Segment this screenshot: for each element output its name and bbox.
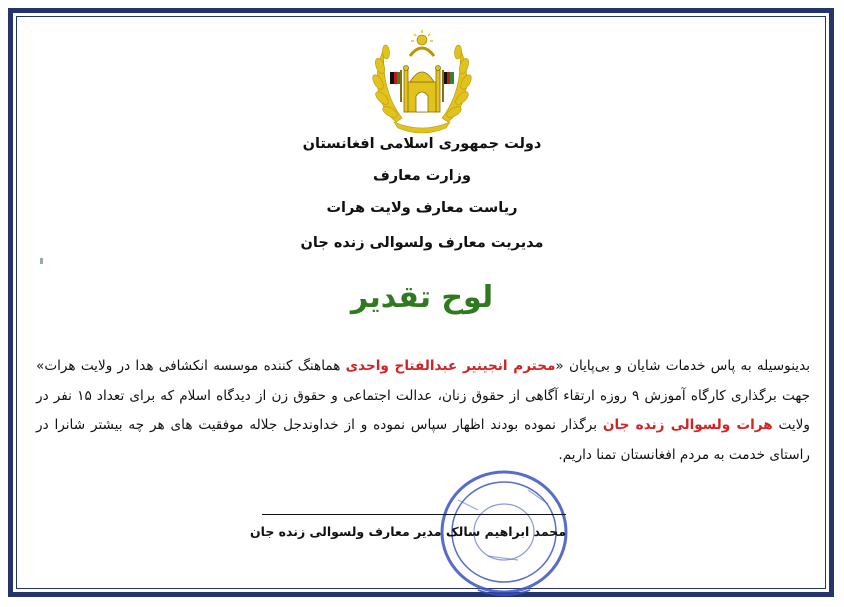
afghanistan-emblem-icon [366,26,478,134]
body-part-2: هماهنگ کننده موسسه انکشافی هدا در ولایت هرات» جهت برگذاری کارگاه آموزش ۹ روزه ارتقاء آگاهی از حقوق زنان، عدالت اجتماعی و حقوق زن از دیدگاه اسلام که برای تعداد ۱۵ نفر در ولایت [36,358,811,433]
certificate-body [36,352,810,470]
header-line-district: مدیریت معارف ولسوالی زنده جان [300,235,544,251]
header-line-government: دولت جمهوری اسلامی افغانستان [302,136,542,152]
header-line-directorate: ریاست معارف ولایت هرات [326,200,518,216]
body-part-3: برگذار نموده بودند اظهار سپاس نموده و از خداوندجل جلاله موفقیت های هر چه بیشتر شانرا در راستای خدمت به مردم افغانستان تمنا داریم. [36,417,810,463]
location-name: هرات ولسوالی زنده جان [602,417,773,433]
header-line-ministry: وزارت معارف [372,168,472,184]
body-part-1: بدینوسیله به پاس خدمات شایان و بی‌پایان « [555,358,810,374]
recipient-name: محترم انجینیر عبدالفتاح واحدی [345,358,556,374]
decorative-mark [40,258,43,264]
signatory-name: محمد ابراهیم سالک مدیر معارف ولسوالی زنده جان [249,524,566,539]
certificate-title: لوح تقدیر [350,280,494,315]
signature-line [262,514,566,515]
